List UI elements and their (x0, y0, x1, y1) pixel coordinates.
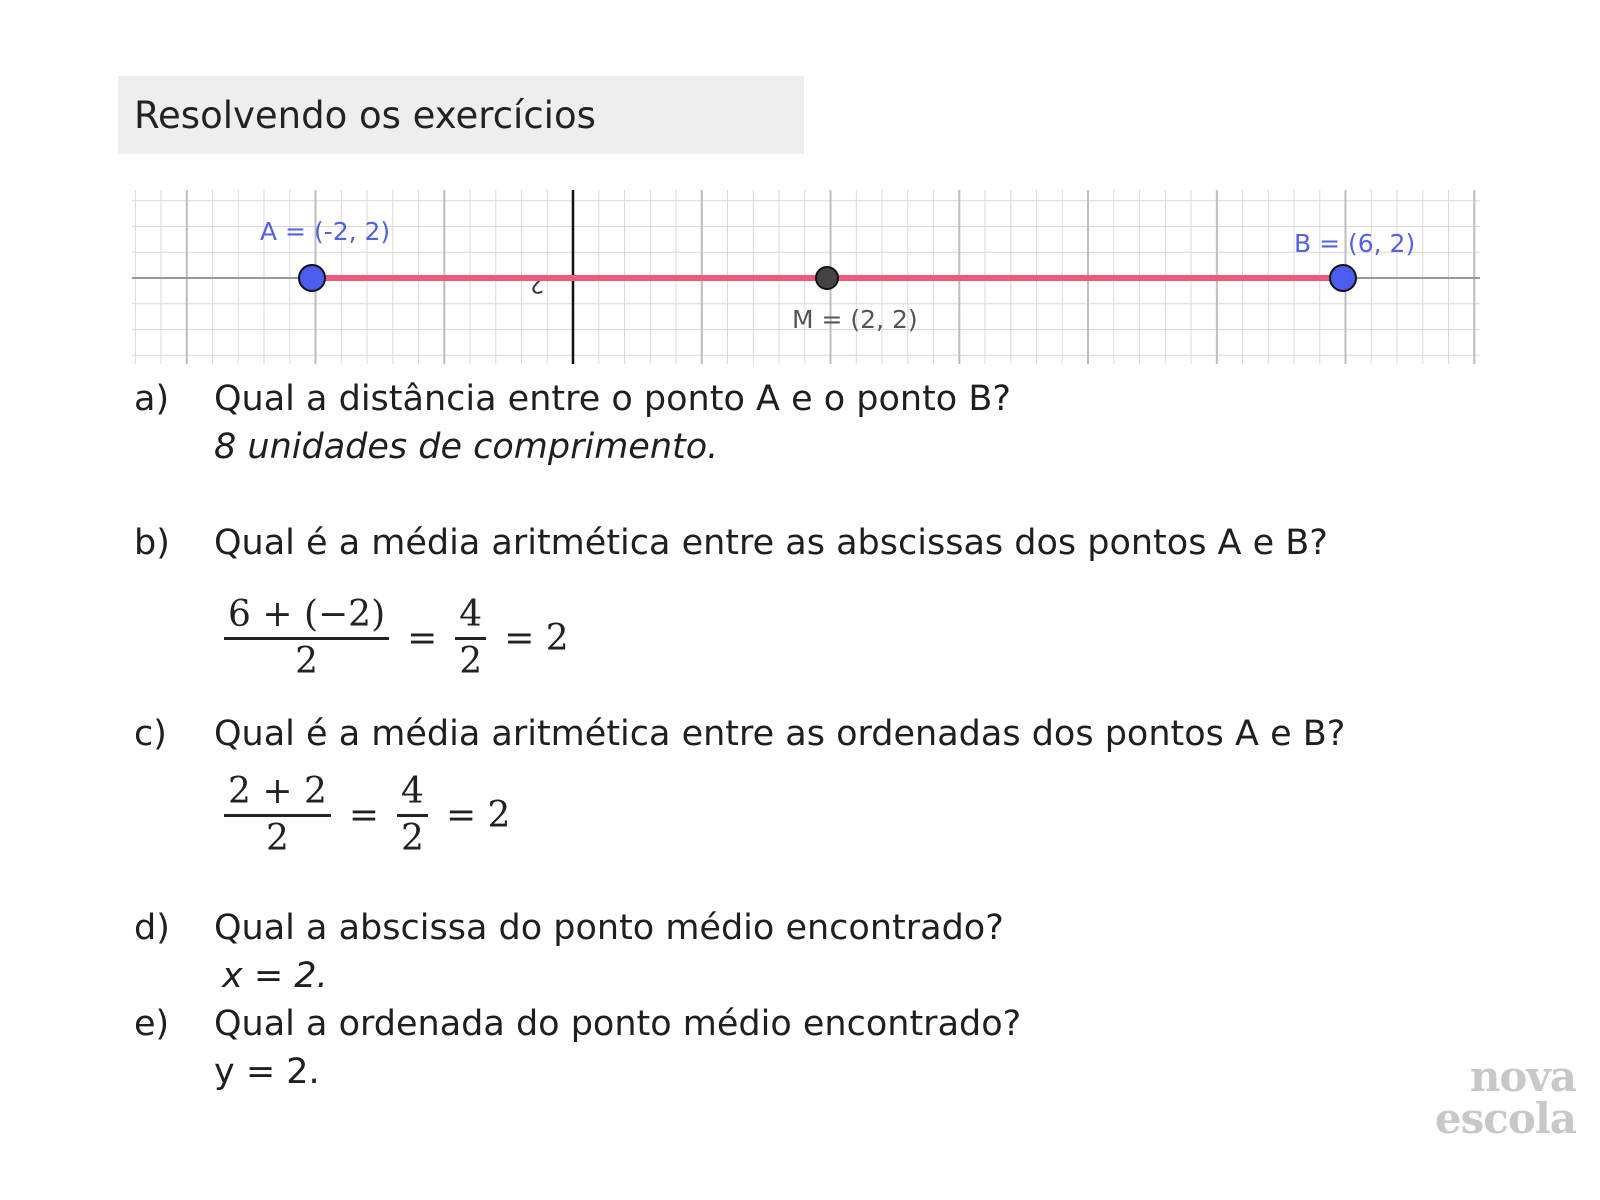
formula-c (224, 770, 510, 861)
question-letter: d) (134, 908, 170, 948)
question-text: Qual é a média aritmética entre as abscissas dos pontos A e B? (214, 523, 1328, 563)
coordinate-graph (132, 190, 1480, 364)
logo-line-1: nova (1469, 1052, 1576, 1101)
denominator: 2 (401, 818, 424, 859)
question-letter: b) (134, 523, 170, 563)
equals-sign: = (407, 618, 438, 659)
question-text: Qual a distância entre o ponto A e o ponto B? (214, 379, 1011, 419)
slide-title-text: Resolvendo os exercícios (134, 93, 596, 137)
point-b-label: B = (6, 2) (1294, 229, 1416, 258)
question-text: Qual a abscissa do ponto médio encontrado? (214, 908, 1004, 948)
numerator: 6 + (−2) (228, 594, 386, 635)
numerator: 2 + 2 (228, 771, 327, 812)
point-a[interactable] (299, 265, 325, 291)
fraction (224, 593, 389, 684)
logo-line-2: escola (1434, 1094, 1576, 1143)
point-b[interactable] (1330, 265, 1356, 291)
answer-e: y = 2. (214, 1052, 320, 1092)
axis-tick-label: 2 (530, 271, 544, 296)
question-letter: c) (134, 714, 167, 754)
question-text: Qual é a média aritmética entre as ordenadas dos pontos A e B? (214, 714, 1346, 754)
denominator: 2 (265, 818, 289, 859)
result: = 2 (445, 795, 511, 836)
numerator: 4 (459, 594, 483, 635)
denominator: 2 (459, 641, 483, 682)
nova-escola-logo (1434, 1052, 1576, 1143)
slide-title (118, 76, 804, 154)
fraction (397, 770, 428, 861)
result: = 2 (504, 618, 569, 659)
equals-sign: = (348, 795, 380, 836)
answer-d: x = 2. (222, 956, 328, 996)
question-letter: e) (134, 1004, 170, 1044)
question-text: Qual a ordenada do ponto médio encontrado? (214, 1004, 1022, 1044)
question-letter: a) (134, 379, 170, 419)
fraction (224, 770, 331, 861)
graph-canvas (132, 190, 1480, 364)
point-m-label: M = (2, 2) (792, 305, 918, 334)
answer-a: 8 unidades de comprimento. (214, 427, 719, 467)
point-m[interactable] (816, 267, 838, 289)
point-a-label: A = (-2, 2) (260, 217, 391, 246)
denominator: 2 (295, 641, 319, 682)
numerator: 4 (401, 771, 424, 812)
fraction (455, 593, 486, 684)
formula-b (224, 593, 569, 684)
